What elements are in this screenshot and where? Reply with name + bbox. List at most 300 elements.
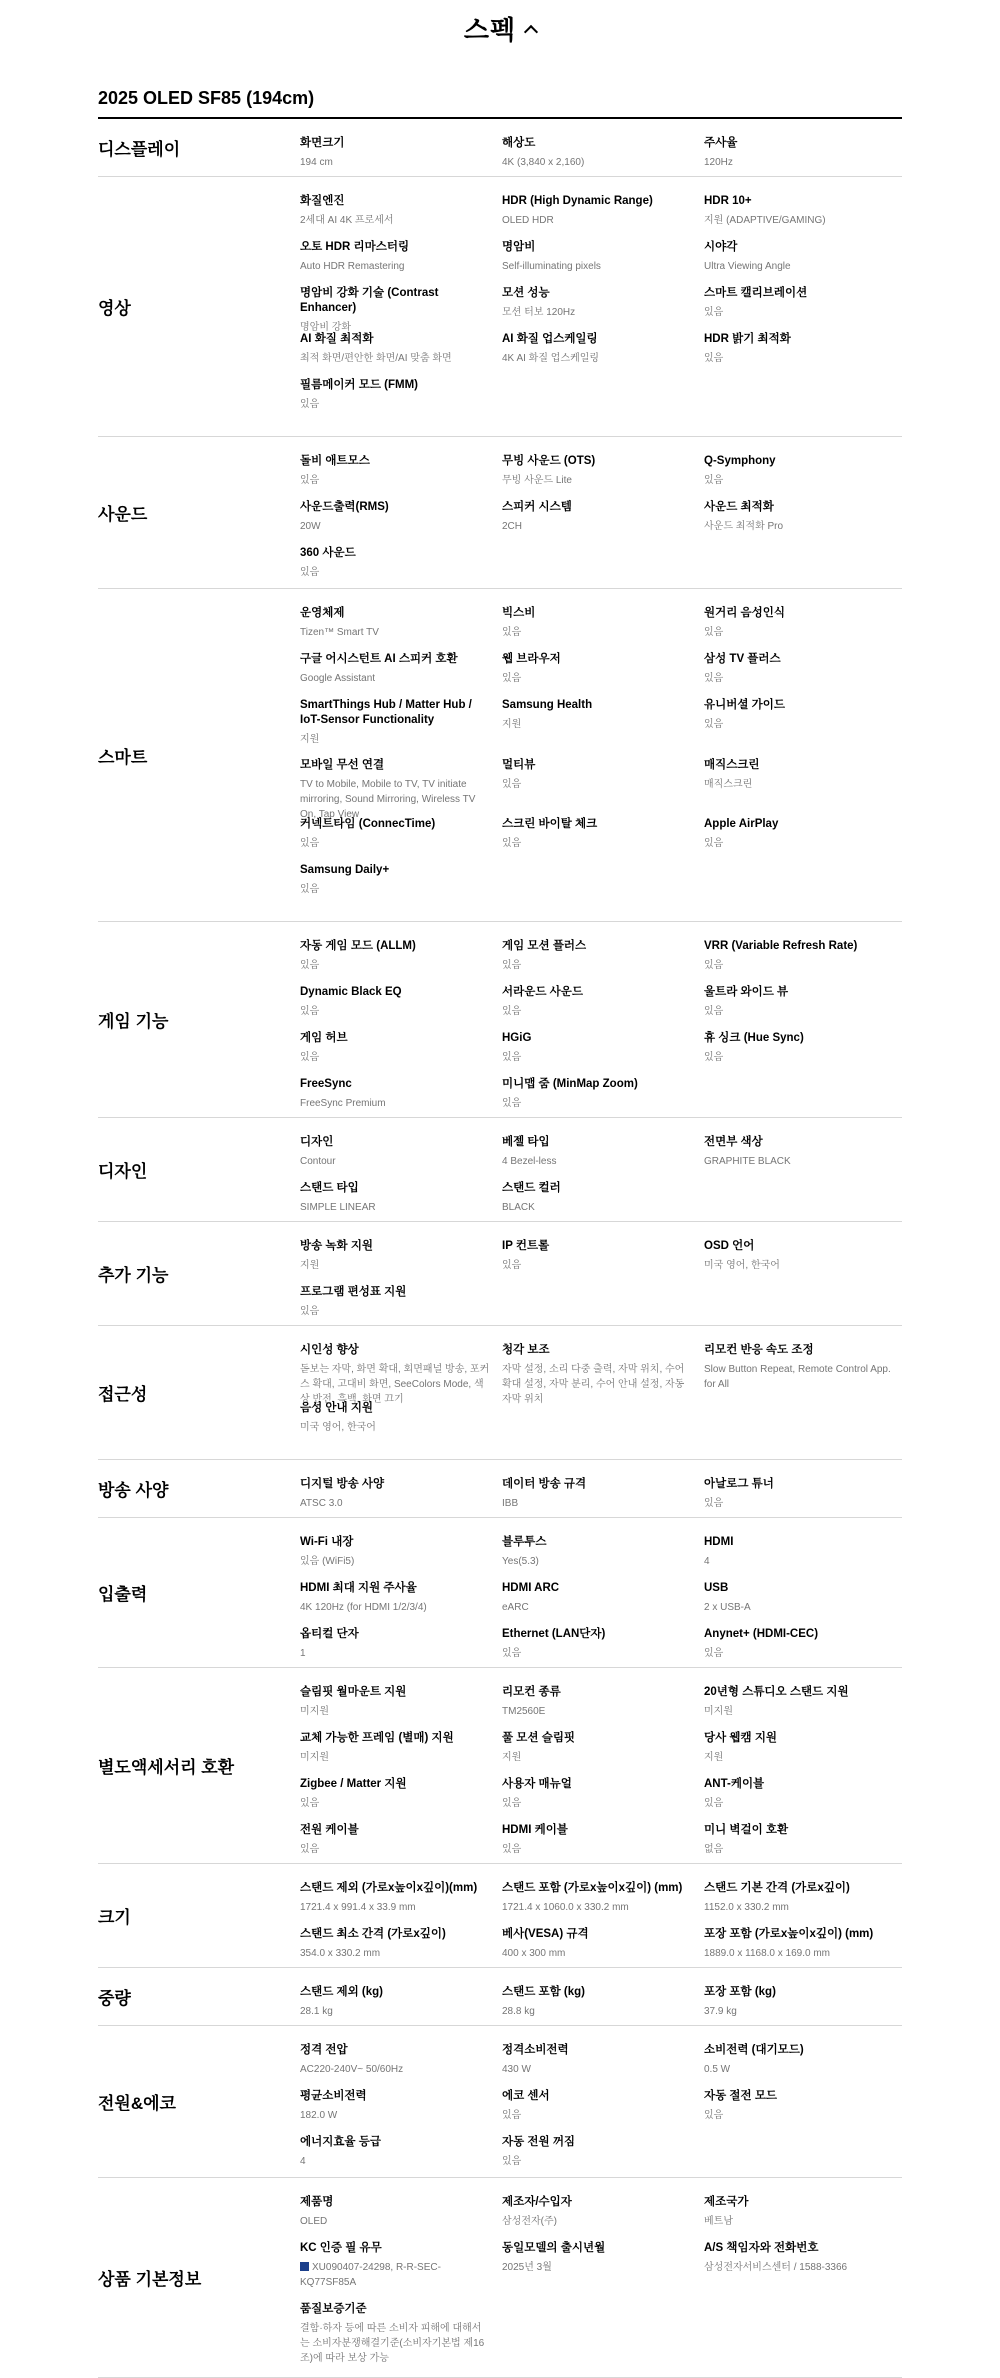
spec-value: 자막 설정, 소리 다중 출력, 자막 위치, 수어 확대 설정, 자막 분리, 수어 안내 설정, 자동 자막 위치	[502, 1364, 685, 1405]
spec-value: 지원	[300, 734, 320, 745]
spec-item	[300, 546, 502, 580]
spec-label: HDR (High Dynamic Range)	[502, 195, 653, 207]
spec-item	[502, 1181, 704, 1215]
spec-value: 있음	[300, 475, 320, 486]
spec-label: 웹 브라우저	[502, 653, 561, 665]
spec-section	[98, 1968, 902, 2026]
spec-value: 있음	[300, 1052, 320, 1063]
spec-item	[502, 698, 704, 746]
spec-label: 구글 어시스턴트 AI 스피커 호환	[300, 653, 458, 665]
spec-label: 스마트 캘리브레이션	[704, 287, 808, 299]
spec-list	[98, 119, 902, 2378]
spec-label: 프로그램 편성표 지원	[300, 1286, 407, 1298]
spec-value: 1152.0 x 330.2 mm	[704, 1902, 789, 1913]
spec-label: 디지털 방송 사양	[300, 1478, 385, 1490]
spec-section	[98, 1668, 902, 1864]
spec-item	[300, 286, 502, 333]
spec-label: Anynet+ (HDMI-CEC)	[704, 1628, 819, 1640]
spec-label: 미니맵 줌 (MinMap Zoom)	[502, 1078, 638, 1090]
spec-label: 울트라 와이드 뷰	[704, 986, 789, 998]
spec-item	[300, 378, 502, 412]
spec-value: 1721.4 x 991.4 x 33.9 mm	[300, 1902, 416, 1913]
spec-value: 있음	[502, 778, 522, 790]
spec-value: 37.9 kg	[704, 2006, 737, 2017]
spec-value: 있음	[502, 2110, 522, 2121]
spec-label: 스크린 바이탈 체크	[502, 818, 598, 830]
spec-item	[704, 1135, 906, 1169]
spec-label: HDR 밝기 최적화	[704, 333, 791, 345]
spec-item	[704, 1881, 906, 1915]
spec-label: 게임 모션 플러스	[502, 940, 587, 952]
spec-item	[300, 2195, 502, 2229]
spec-item	[704, 1477, 906, 1511]
spec-value: 4K AI 화질 업스케일링	[502, 353, 600, 364]
spec-section	[98, 589, 902, 922]
spec-value: 1889.0 x 1168.0 x 169.0 mm	[704, 1948, 831, 1959]
spec-item	[502, 2089, 704, 2123]
spec-label: 스피커 시스템	[502, 501, 572, 513]
spec-value: 있음	[300, 1844, 320, 1855]
spec-item	[300, 1731, 502, 1765]
spec-value: eARC	[502, 1602, 529, 1613]
spec-value: 있음	[300, 960, 320, 971]
spec-category: 스마트	[98, 747, 148, 767]
spec-label: 필름메이커 모드 (FMM)	[300, 379, 418, 391]
spec-value: 모션 터보 120Hz	[502, 307, 576, 318]
spec-label: 스탠드 제외 (가로x높이x깊이)(mm)	[300, 1882, 478, 1894]
spec-value: 미지원	[300, 1752, 329, 1763]
spec-value: OLED HDR	[502, 215, 554, 226]
model-title: 2025 OLED SF85 (194cm)	[98, 88, 902, 119]
spec-item	[704, 1927, 906, 1961]
spec-label: 리모컨 종류	[502, 1686, 561, 1698]
spec-item	[502, 1077, 704, 1111]
spec-value: 4	[300, 2156, 306, 2167]
spec-item	[704, 939, 906, 973]
spec-item	[300, 1535, 502, 1569]
spec-value: 지원	[300, 1260, 320, 1271]
spec-section	[98, 2026, 902, 2178]
spec-value: 있음	[704, 353, 724, 364]
spec-item	[300, 500, 502, 534]
spec-label: 정격 전압	[300, 2044, 348, 2056]
spec-value: FreeSync Premium	[300, 1098, 386, 1109]
spec-section	[98, 922, 902, 1118]
spec-label: 사운드 최적화	[704, 501, 774, 513]
spec-value: 0.5 W	[704, 2064, 731, 2075]
spec-value: TM2560E	[502, 1706, 546, 1717]
spec-value: SIMPLE LINEAR	[300, 1202, 376, 1213]
spec-label: 리모컨 반응 속도 조정	[704, 1344, 814, 1356]
spec-value: Google Assistant	[300, 673, 376, 684]
spec-grid	[300, 589, 906, 921]
spec-value: 있음	[704, 1798, 724, 1809]
spec-value: 미지원	[300, 1706, 329, 1717]
spec-label: 전원 케이블	[300, 1824, 359, 1836]
spec-item	[300, 136, 502, 170]
spec-label: 스탠드 기본 간격 (가로x깊이)	[704, 1882, 850, 1894]
spec-value: 있음	[502, 1648, 522, 1659]
spec-item	[300, 2241, 502, 2290]
spec-grid	[300, 1460, 906, 1517]
spec-value: 430 W	[502, 2064, 531, 2075]
spec-grid	[300, 2026, 906, 2177]
spec-label: 방송 녹화 지원	[300, 1240, 374, 1252]
spec-item	[704, 500, 906, 534]
spec-value: 있음	[300, 1006, 320, 1017]
spec-item	[502, 194, 704, 228]
spec-label: 사운드출력(RMS)	[300, 501, 389, 513]
spec-item	[300, 698, 502, 746]
spec-grid	[300, 1864, 906, 1967]
spec-label: 게임 허브	[300, 1032, 348, 1044]
spec-item	[704, 985, 906, 1019]
spec-label: 전면부 색상	[704, 1136, 763, 1148]
spec-label: 음성 안내 지원	[300, 1402, 374, 1414]
spec-category: 디자인	[98, 1162, 148, 1181]
spec-label: 에너지효율 등급	[300, 2136, 381, 2148]
spec-value: 있음	[704, 838, 724, 849]
spec-item	[704, 1823, 906, 1857]
spec-item	[502, 758, 704, 806]
spec-item	[502, 1239, 704, 1273]
spec-item	[300, 758, 502, 820]
spec-section	[98, 1518, 902, 1668]
spec-item	[502, 2135, 704, 2169]
spec-label: 정격소비전력	[502, 2044, 569, 2056]
spec-value: 있음	[300, 399, 320, 410]
spec-item	[704, 454, 906, 488]
spec-label: 유니버셜 가이드	[704, 699, 785, 711]
spec-item	[502, 1031, 704, 1065]
spec-label: 시야각	[704, 241, 738, 253]
spec-label: AI 화질 최적화	[300, 333, 374, 345]
spec-label: 스탠드 포함 (kg)	[502, 1986, 586, 1998]
spec-value: 120Hz	[704, 157, 733, 168]
spec-item	[704, 2089, 906, 2123]
spec-category: 상품 기본정보	[98, 2270, 202, 2289]
spec-value: 있음	[704, 1498, 724, 1509]
spec-item	[300, 1343, 502, 1405]
spec-value: 미국 영어, 한국어	[704, 1260, 780, 1271]
spec-item	[502, 1881, 704, 1915]
spec-item	[300, 1823, 502, 1857]
spec-value: 있음	[502, 960, 522, 971]
spec-value: 1721.4 x 1060.0 x 330.2 mm	[502, 1902, 629, 1913]
spec-item	[502, 500, 704, 534]
spec-label: Zigbee / Matter 지원	[300, 1778, 407, 1790]
spec-label: HDMI 케이블	[502, 1824, 568, 1836]
spec-label: 포장 포함 (kg)	[704, 1986, 776, 1998]
spec-value: 삼성전자서비스센터 / 1588-3366	[704, 2262, 848, 2273]
spec-value: 미국 영어, 한국어	[300, 1422, 376, 1433]
spec-item	[300, 606, 502, 640]
spec-value: 20W	[300, 521, 321, 532]
spec-value: 354.0 x 330.2 mm	[300, 1948, 381, 1959]
spec-item	[300, 1777, 502, 1811]
spec-label: 에코 센서	[502, 2090, 550, 2102]
spec-item	[502, 332, 704, 366]
spec-value: AC220-240V~ 50/60Hz	[300, 2064, 404, 2075]
spec-section	[98, 1864, 902, 1968]
spec-label: 무빙 사운드 (OTS)	[502, 455, 596, 467]
spec-value: 4 Bezel-less	[502, 1156, 557, 1167]
spec-label: 블루투스	[502, 1536, 547, 1548]
spec-label: 청각 보조	[502, 1344, 550, 1356]
spec-value: 있음	[300, 1798, 320, 1809]
spec-item	[300, 1477, 502, 1511]
spec-label: 자동 절전 모드	[704, 2090, 778, 2102]
spec-header	[0, 0, 1000, 88]
spec-label: 베사(VESA) 규격	[502, 1928, 589, 1940]
spec-item	[502, 652, 704, 686]
spec-label: 평균소비전력	[300, 2090, 367, 2102]
spec-value: 미지원	[704, 1706, 733, 1717]
spec-label: 20년형 스튜디오 스탠드 지원	[704, 1686, 849, 1698]
spec-label: 슬림핏 월마운트 지원	[300, 1686, 407, 1698]
spec-label: HDMI ARC	[502, 1582, 560, 1594]
spec-category: 접근성	[98, 1385, 148, 1404]
spec-label: 삼성 TV 플러스	[704, 653, 781, 665]
spec-section	[98, 2178, 902, 2378]
spec-category: 중량	[98, 1989, 131, 2008]
spec-item	[502, 939, 704, 973]
spec-item	[300, 939, 502, 973]
spec-value: 있음	[704, 960, 724, 971]
spec-category: 영상	[98, 299, 131, 318]
spec-grid	[300, 1222, 906, 1325]
spec-grid	[300, 1118, 906, 1221]
spec-value: 삼성전자(주)	[502, 2216, 557, 2227]
spec-value: 있음	[300, 1306, 320, 1317]
spec-label: 자동 게임 모드 (ALLM)	[300, 940, 416, 952]
spec-value: 2025년 3월	[502, 2262, 552, 2273]
spec-label: 제조자/수입자	[502, 2196, 572, 2208]
spec-value: 있음	[502, 1006, 522, 1017]
spec-item	[704, 758, 906, 806]
spec-label: 커넥트타임 (ConnecTime)	[300, 818, 436, 830]
chevron-up-icon	[524, 24, 538, 38]
spec-item	[300, 454, 502, 488]
spec-label: 화면크기	[300, 137, 345, 149]
spec-value: 지원	[502, 719, 522, 730]
spec-item	[704, 652, 906, 686]
spec-label: SmartThings Hub / Matter Hub / IoT-Sensor Functionality	[300, 699, 472, 726]
spec-value: 사운드 최적화 Pro	[704, 521, 784, 532]
spec-grid	[300, 922, 906, 1117]
spec-label: HDR 10+	[704, 195, 752, 207]
spec-label: 스탠드 컬러	[502, 1182, 561, 1194]
spec-item	[502, 1581, 704, 1615]
spec-item	[300, 1581, 502, 1615]
spec-item	[300, 817, 502, 851]
spec-item	[704, 1581, 906, 1615]
spec-item	[502, 1627, 704, 1661]
spec-label: 품질보증기준	[300, 2303, 367, 2315]
spec-item	[502, 1731, 704, 1765]
spec-item	[502, 606, 704, 640]
spec-value: 4K (3,840 x 2,160)	[502, 157, 585, 168]
spec-item	[502, 1927, 704, 1961]
spec-value: 2CH	[502, 521, 523, 532]
spec-item	[502, 1823, 704, 1857]
spec-value: 있음	[704, 2110, 724, 2121]
spec-label: 풀 모션 슬림핏	[502, 1732, 576, 1744]
spec-label: IP 컨트롤	[502, 1240, 550, 1252]
spec-value: 있음	[502, 673, 522, 684]
spec-label: 교체 가능한 프레임 (별매) 지원	[300, 1732, 454, 1744]
spec-item	[502, 1343, 704, 1405]
spec-toggle[interactable]	[464, 10, 536, 47]
spec-section	[98, 1326, 902, 1460]
spec-value: 있음	[502, 1260, 522, 1271]
spec-item	[704, 817, 906, 851]
spec-item	[704, 2241, 906, 2290]
spec-label: Apple AirPlay	[704, 818, 779, 830]
spec-label: USB	[704, 1582, 729, 1594]
spec-label: 오토 HDR 리마스터링	[300, 241, 410, 253]
spec-item	[300, 2302, 502, 2364]
spec-item	[300, 194, 502, 228]
spec-item	[704, 606, 906, 640]
spec-label: AI 화질 업스케일링	[502, 333, 598, 345]
spec-label: 360 사운드	[300, 547, 356, 559]
spec-value: 결함·하자 등에 따른 소비자 피해에 대해서는 소비자분쟁해결기준(소비자기본법 제16조)에 따라 보상 가능	[300, 2323, 485, 2364]
spec-category: 디스플레이	[98, 140, 181, 159]
spec-value: 있음	[502, 627, 522, 638]
spec-label: HDMI 최대 지원 주사율	[300, 1582, 417, 1594]
spec-label: ANT-케이블	[704, 1778, 765, 1790]
spec-item	[502, 817, 704, 851]
spec-item	[300, 863, 502, 897]
spec-value: 있음	[502, 1052, 522, 1063]
spec-section	[98, 1222, 902, 1326]
spec-item	[502, 136, 704, 170]
spec-item	[704, 1685, 906, 1719]
spec-item	[704, 1985, 906, 2019]
spec-label: 화질엔진	[300, 195, 345, 207]
spec-item	[300, 2043, 502, 2077]
spec-item	[502, 1477, 704, 1511]
spec-label: 당사 웹캠 지원	[704, 1732, 778, 1744]
spec-item	[300, 1031, 502, 1065]
spec-label: Q-Symphony	[704, 455, 776, 467]
spec-label: VRR (Variable Refresh Rate)	[704, 940, 858, 952]
spec-label: HDMI	[704, 1536, 734, 1548]
spec-item	[502, 1685, 704, 1719]
spec-section	[98, 177, 902, 437]
spec-value: 28.1 kg	[300, 2006, 333, 2017]
spec-item	[300, 1285, 502, 1319]
spec-label: 옵티컬 단자	[300, 1628, 359, 1640]
spec-category: 방송 사양	[98, 1481, 169, 1500]
spec-label: 제조국가	[704, 2196, 749, 2208]
spec-item	[300, 652, 502, 686]
spec-label: A/S 책임자와 전화번호	[704, 2242, 819, 2254]
spec-label: 빅스비	[502, 607, 536, 619]
spec-label: FreeSync	[300, 1078, 352, 1090]
spec-value: 1	[300, 1648, 306, 1659]
spec-item	[300, 1881, 502, 1915]
spec-value: Slow Button Repeat, Remote Control App. for All	[704, 1364, 891, 1390]
spec-value: 있음	[704, 1006, 724, 1017]
spec-item	[704, 1031, 906, 1065]
spec-item	[704, 1731, 906, 1765]
spec-item	[704, 1343, 906, 1389]
spec-item	[704, 1627, 906, 1661]
spec-grid	[300, 2178, 906, 2377]
spec-value: 있음	[502, 1098, 522, 1109]
spec-item	[704, 332, 906, 366]
spec-label: 미니 벽걸이 호환	[704, 1824, 789, 1836]
spec-label: 명암비	[502, 241, 536, 253]
spec-item	[704, 1777, 906, 1811]
spec-value: 매직스크린	[704, 778, 753, 790]
spec-label: 시인성 향상	[300, 1344, 359, 1356]
spec-label: 스탠드 최소 간격 (가로x깊이)	[300, 1928, 446, 1940]
spec-label: Samsung Health	[502, 699, 593, 711]
spec-value: 있음	[502, 2156, 522, 2167]
spec-value: 돋보는 자막, 화면 확대, 회면패널 방송, 포커스 확대, 고대비 화면, SeeColors Mode, 색상 반전, 흑백, 화면 끄기	[300, 1364, 490, 1405]
spec-value: 있음	[502, 838, 522, 849]
spec-item	[300, 985, 502, 1019]
spec-category: 사운드	[98, 505, 148, 524]
spec-item	[300, 240, 502, 274]
spec-item	[502, 1535, 704, 1569]
spec-item	[704, 2043, 906, 2077]
spec-value: 28.8 kg	[502, 2006, 535, 2017]
spec-section	[98, 1118, 902, 1222]
spec-item	[502, 2241, 704, 2290]
spec-label: 휴 싱크 (Hue Sync)	[704, 1032, 804, 1044]
spec-value: 2세대 AI 4K 프로세서	[300, 215, 394, 226]
spec-value: 있음	[300, 884, 320, 895]
spec-item	[300, 1401, 502, 1435]
spec-label: 모션 성능	[502, 287, 550, 299]
spec-value: 베트남	[704, 2216, 733, 2227]
spec-category: 전원&에코	[98, 2094, 176, 2113]
spec-grid	[300, 1326, 906, 1459]
spec-label: Samsung Daily+	[300, 864, 390, 876]
spec-item	[502, 1135, 704, 1169]
spec-label: KC 인증 필 유무	[300, 2242, 382, 2254]
kc-mark-icon	[300, 2262, 309, 2271]
spec-label: HGiG	[502, 1032, 532, 1044]
spec-label: 서라운드 사운드	[502, 986, 583, 998]
spec-value: 지원 (ADAPTIVE/GAMING)	[704, 215, 826, 226]
spec-label: 매직스크린	[704, 758, 760, 771]
spec-label: 동일모델의 출시년월	[502, 2242, 606, 2254]
spec-value: 194 cm	[300, 157, 333, 168]
spec-label: 스탠드 제외 (kg)	[300, 1986, 384, 1998]
spec-item	[300, 1627, 502, 1661]
spec-label: 명암비 강화 기술 (Contrast Enhancer)	[300, 287, 439, 314]
spec-title: 스펙	[463, 15, 517, 45]
spec-value: TV to Mobile, Mobile to TV, TV initiate mirroring, Sound Mirroring, Wireless TV On, Tap View	[300, 778, 476, 820]
spec-label: 사용자 매뉴얼	[502, 1778, 572, 1790]
spec-label: 멀티뷰	[502, 758, 536, 771]
spec-item	[704, 1239, 906, 1273]
spec-label: 제품명	[300, 2196, 334, 2208]
spec-value: 4K 120Hz (for HDMI 1/2/3/4)	[300, 1602, 427, 1613]
spec-value: 최적 화면/편안한 화면/AI 맞춤 화면	[300, 353, 452, 364]
spec-item	[300, 332, 502, 366]
spec-label: OSD 언어	[704, 1240, 755, 1252]
spec-value: 있음	[502, 1798, 522, 1809]
spec-value: 있음	[704, 1052, 724, 1063]
spec-item	[704, 698, 906, 746]
spec-item	[502, 240, 704, 274]
